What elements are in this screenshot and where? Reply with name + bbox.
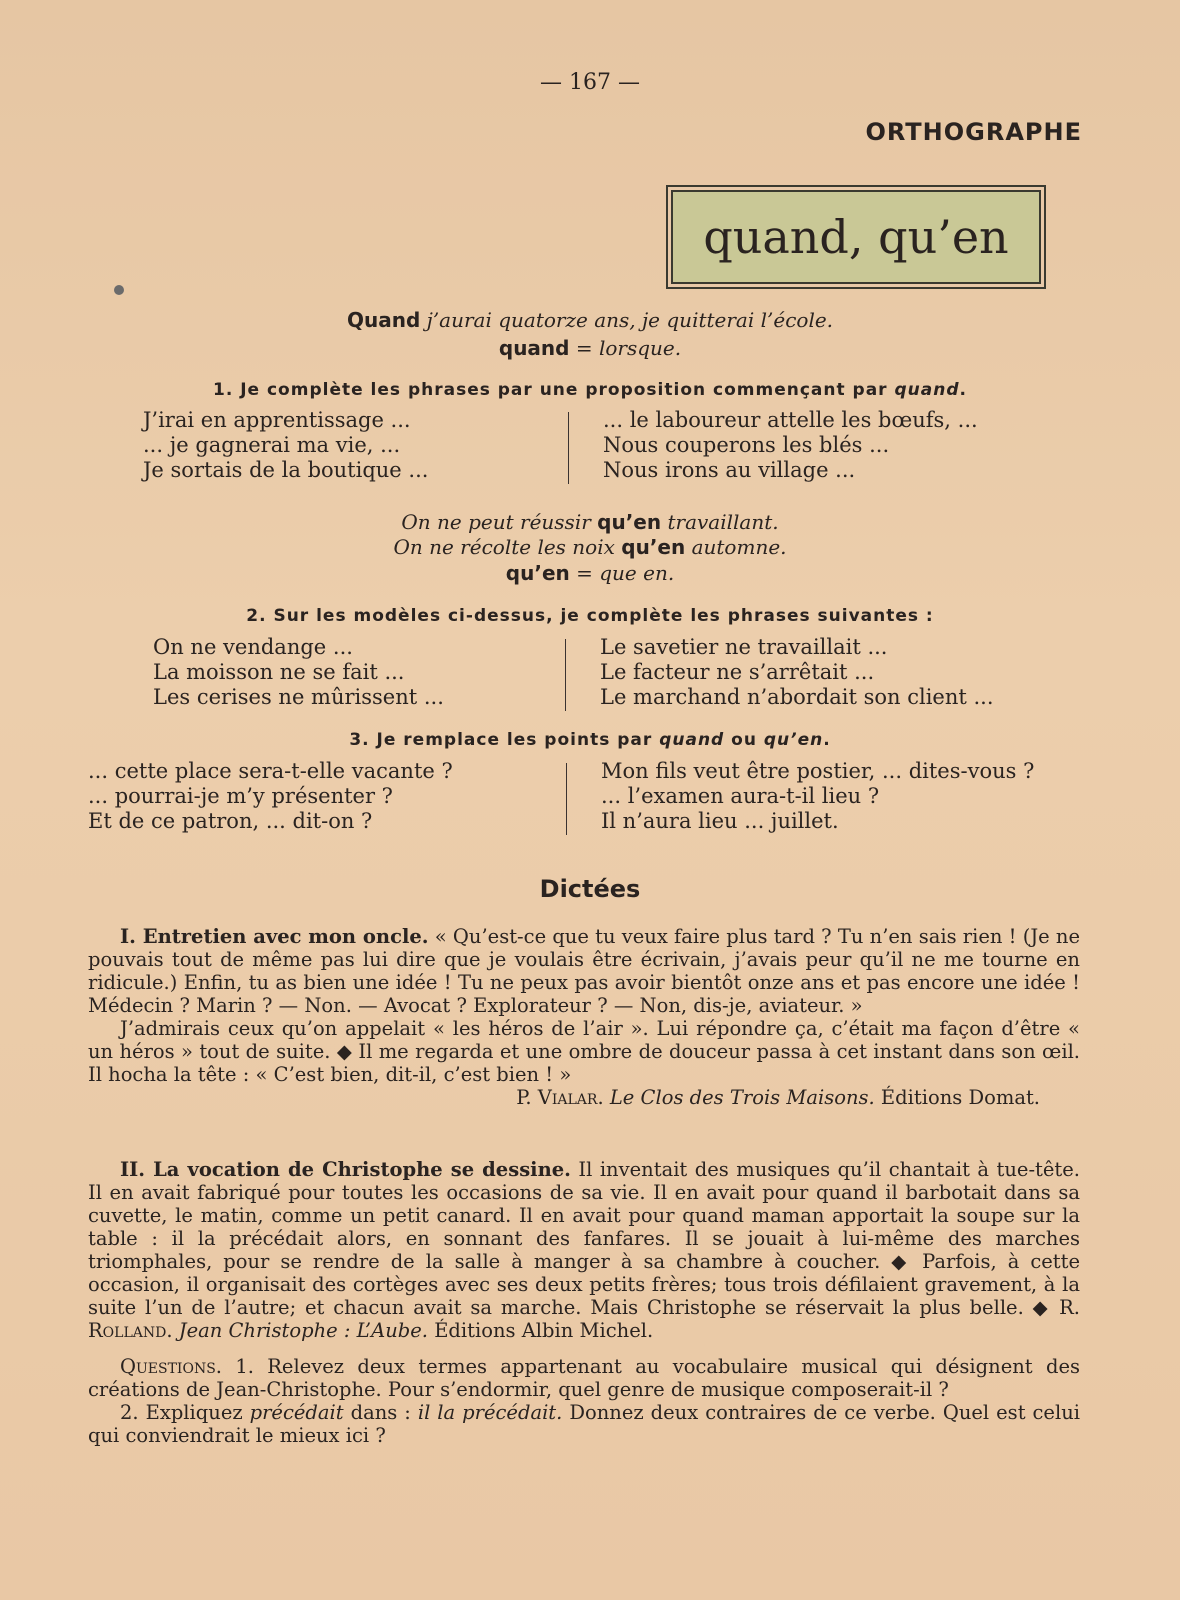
- exercise1-heading: 1. Je complète les phrases par une proposition commençant par quand.: [213, 380, 967, 400]
- column-divider: [568, 412, 569, 484]
- rule2-example2: On ne récolte les noix qu’en automne.: [393, 535, 787, 559]
- exercise1-columns: [0, 408, 1180, 488]
- list-item: ... l’examen aura-t-il lieu ?: [601, 784, 880, 808]
- dictees-heading: Dictées: [539, 875, 641, 903]
- lesson-title: quand, qu’en: [671, 190, 1041, 284]
- exercise3-heading: 3. Je remplace les points par quand ou qu’en.: [349, 730, 831, 750]
- binder-hole: [114, 285, 124, 295]
- exercise2-heading: 2. Sur les modèles ci-dessus, je complète les phrases suivantes :: [246, 606, 934, 626]
- list-item: J’irai en apprentissage ...: [143, 408, 411, 432]
- list-item: ... cette place sera-t-elle vacante ?: [88, 759, 453, 783]
- list-item: Les cerises ne mûrissent ...: [153, 685, 444, 709]
- section-title: ORTHOGRAPHE: [865, 118, 1082, 146]
- list-item: Mon fils veut être postier, ... dites-vous ?: [601, 759, 1035, 783]
- list-item: Le marchand n’abordait son client ...: [600, 685, 994, 709]
- list-item: Et de ce patron, ... dit-on ?: [88, 809, 373, 833]
- page-number: — 167 —: [540, 70, 640, 95]
- rule2-example1: On ne peut réussir qu’en travaillant.: [401, 510, 779, 534]
- questions: Questions. 1. Relevez deux termes appartenant au vocabulaire musical qui désignent des créations de Jean-Christophe. Pour s’endormir, quel genre de musique composerait-il ? 2. Expliquez précédait dans : il la précédait. Donnez deux contraires de ce verbe. Quel est celui qui conviendrait le mieux ici ?: [88, 1355, 1081, 1447]
- dictee-2-title: II. La vocation de Christophe se dessine.: [120, 1158, 571, 1181]
- list-item: ... je gagnerai ma vie, ...: [143, 433, 401, 457]
- dictee-2: II. La vocation de Christophe se dessine. Il inventait des musiques qu’il chantait à tue-tête. Il en avait fabriqué pour toutes les occasions de sa vie. Il en avait pour quand il barbotait dans sa cuvette, le matin, comme un petit canard. Il en avait pour quand maman apportait la soupe sur la table : il la précédait alors, en sonnant des fanfares. Il se jouait à lui-même des marches triomphales, pour se rendre de la salle à manger à sa chambre à coucher. ◆ Parfois, à cette occasion, il organisait des cortèges avec ses deux petits frères; tous trois défilaient gravement, à la suite l’un de l’autre; et chacun avait sa marche. Mais Christophe se réservait la plus belle. ◆ R. Rolland. Jean Christophe : L’Aube. Éditions Albin Michel.: [88, 1158, 1080, 1342]
- list-item: Le facteur ne s’arrêtait ...: [600, 660, 875, 684]
- list-item: Nous couperons les blés ...: [603, 433, 890, 457]
- list-item: Je sortais de la boutique ...: [143, 458, 429, 482]
- list-item: ... le laboureur attelle les bœufs, ...: [603, 408, 978, 432]
- exercise3-columns: [0, 759, 1180, 839]
- list-item: ... pourrai-je m’y présenter ?: [88, 784, 393, 808]
- column-divider: [566, 763, 567, 835]
- list-item: Le savetier ne travaillait ...: [600, 635, 888, 659]
- rule2-equation: qu’en = que en.: [505, 561, 675, 585]
- list-item: Il n’aura lieu ... juillet.: [601, 809, 839, 833]
- list-item: Nous irons au village ...: [603, 458, 856, 482]
- rule1-equation: quand = lorsque.: [498, 336, 682, 360]
- list-item: On ne vendange ...: [153, 635, 353, 659]
- dictee-1-source: P. Vialar. Le Clos des Trois Maisons. Éditions Domat.: [516, 1086, 1040, 1109]
- column-divider: [565, 639, 566, 711]
- list-item: La moisson ne se fait ...: [153, 660, 405, 684]
- dictee-1-title: I. Entretien avec mon oncle.: [120, 925, 429, 948]
- dictee-1: I. Entretien avec mon oncle. « Qu’est-ce que tu veux faire plus tard ? Tu n’en sais rien ! (Je ne pouvais tout de même pas lui dire que je voulais être écrivain, j’avais peur qu’il ne me tourne en ridicule.) Enfin, tu as bien une idée ! Tu ne peux pas avoir bientôt onze ans et pas encore une idée ! Médecin ? Marin ? — Non. — Avocat ? Explorateur ? — Non, dis-je, aviateur. » J’admirais ceux qu’on appelait « les héros de l’air ». Lui répondre ça, c’était ma façon d’être « un héros » tout de suite. ◆ Il me regarda et une ombre de douceur passa à cet instant dans son œil. Il hocha la tête : « C’est bien, dit-il, c’est bien ! » P. Vialar. Le Clos des Trois Maisons. Éditions Domat.: [88, 925, 1080, 1109]
- dictee-1-paragraph-2: J’admirais ceux qu’on appelait « les héros de l’air ». Lui répondre ça, c’était ma façon d’être « un héros » tout de suite. ◆ Il me regarda et une ombre de douceur passa à cet instant dans son œil. Il hocha la tête : « C’est bien, dit-il, c’est bien ! »: [88, 1017, 1080, 1086]
- exercise2-columns: [0, 635, 1180, 715]
- rule1-example: Quand j’aurai quatorze ans, je quitterai l’école.: [346, 308, 834, 332]
